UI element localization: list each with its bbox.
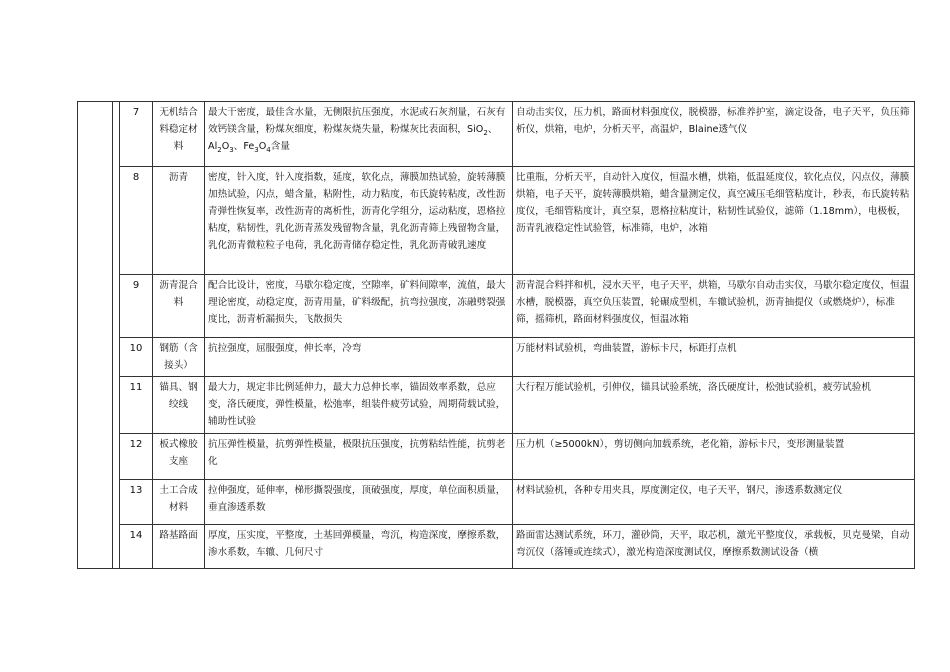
row-number: 11 — [120, 377, 153, 434]
params-cell: 拉伸强度，延伸率，梯形撕裂强度，顶破强度，厚度，单位面积质量，垂直渗透系数 — [205, 480, 513, 525]
merged-lead-cell — [78, 102, 113, 569]
params-cell: 配合比设计，密度，马歇尔稳定度，空隙率，矿料间隙率，流值，最大理论密度，动稳定度，沥青用量，矿料级配，抗弯拉强度，冻融劈裂强度比，沥青析漏损失，飞散损失 — [205, 275, 513, 338]
row-number: 13 — [120, 480, 153, 525]
category-cell: 沥青混合料 — [153, 275, 205, 338]
equipment-cell: 沥青混合料拌和机，浸水天平，电子天平，烘箱，马歇尔自动击实仪，马歇尔稳定度仪，恒温水槽，脱模器，真空负压装置，轮碾成型机，车辙试验机，沥青抽提仪（或燃烧炉），标准筛，摇筛机，路面材料强度仪，恒温冰箱 — [513, 275, 915, 338]
equipment-cell: 万能材料试验机，弯曲装置，游标卡尺，标距打点机 — [513, 338, 915, 377]
equipment-cell: 材料试验机，各种专用夹具，厚度测定仪，电子天平，钢尺，渗透系数测定仪 — [513, 480, 915, 525]
params-formula: SiO$_2$、$Al_2O_3$、$Fe_3O_4$含量 — [208, 124, 498, 154]
table-row — [78, 434, 915, 480]
params-cell: 密度，针入度，针入度指数，延度，软化点，薄膜加热试验，旋转薄膜加热试验，闪点，蜡含量，粘附性，动力粘度，布氏旋转粘度，改性沥青弹性恢复率，改性沥青的离析性，沥青化学组分，运动粘度，恩格拉粘度，粘韧性，乳化沥青蒸发残留物含量，乳化沥青筛上残留物含量，乳化沥青微粒粒子电荷，乳化沥青储存稳定性，乳化沥青破乳速度 — [205, 167, 513, 275]
equipment-cell: 大行程万能试验机，引伸仪，锚具试验系统，洛氏硬度计，松弛试验机，疲劳试验机 — [513, 377, 915, 434]
category-cell: 无机结合料稳定材料 — [153, 102, 205, 167]
row-number: 9 — [120, 275, 153, 338]
equipment-cell: 路面雷达测试系统，环刀，灌砂筒，天平，取芯机，激光平整度仪，承载板，贝克曼梁，自动弯沉仪（落锤或连续式），激光构造深度测试仪，摩擦系数测试设备（横 — [513, 525, 915, 569]
params-text: 最大干密度，最佳含水量，无侧限抗压强度，水泥或石灰剂量，石灰有效钙镁含量，粉煤灰细度，粉煤灰烧失量，粉煤灰比表面积， — [208, 107, 506, 135]
equipment-cell: 比重瓶，分析天平，自动针入度仪，恒温水槽，烘箱，低温延度仪，软化点仪，闪点仪，薄膜烘箱，电子天平，旋转薄膜烘箱，蜡含量测定仪，真空减压毛细管粘度计，秒表，布氏旋转粘度仪，毛细管粘度计，真空泵，恩格拉粘度计，粘韧性试验仪，滤筛（1.18mm），电极板，沥青乳液稳定性试验管，标准筛，电炉，冰箱 — [513, 167, 915, 275]
equipment-cell: 自动击实仪，压力机，路面材料强度仪，脱模器，标准养护室，滴定设备，电子天平，负压筛析仪，烘箱，电炉，分析天平，高温炉，Blaine透气仪 — [513, 102, 915, 167]
params-cell: 抗拉强度，屈服强度，伸长率，冷弯 — [205, 338, 513, 377]
row-number: 8 — [120, 167, 153, 275]
table-row — [78, 338, 915, 377]
params-cell: 厚度，压实度，平整度，土基回弹模量，弯沉，构造深度，摩擦系数，渗水系数，车辙、几何尺寸 — [205, 525, 513, 569]
table-row — [78, 275, 915, 338]
params-cell: 抗压弹性模量，抗剪弹性模量，极限抗压强度，抗剪粘结性能，抗剪老化 — [205, 434, 513, 480]
table-row — [78, 102, 915, 167]
params-cell: 最大力，规定非比例延伸力，最大力总伸长率，锚固效率系数，总应变，洛氏硬度，弹性模量，松弛率，组装件疲劳试验，周期荷载试验，辅助性试验 — [205, 377, 513, 434]
category-cell: 板式橡胶支座 — [153, 434, 205, 480]
category-cell: 路基路面 — [153, 525, 205, 569]
category-cell: 沥青 — [153, 167, 205, 275]
category-cell: 钢筋（含接头） — [153, 338, 205, 377]
row-number: 10 — [120, 338, 153, 377]
category-cell: 锚具、钢绞线 — [153, 377, 205, 434]
equipment-cell: 压力机（≥5000kN），剪切侧向加载系统，老化箱，游标卡尺，变形测量装置 — [513, 434, 915, 480]
row-number: 14 — [120, 525, 153, 569]
row-number: 12 — [120, 434, 153, 480]
table-row — [78, 167, 915, 275]
table-row — [78, 525, 915, 569]
row-number: 7 — [120, 102, 153, 167]
table-row — [78, 377, 915, 434]
test-parameters-table — [77, 101, 915, 569]
table-row — [78, 480, 915, 525]
gap-cell — [113, 102, 120, 569]
category-cell: 土工合成材料 — [153, 480, 205, 525]
params-cell — [205, 102, 513, 167]
